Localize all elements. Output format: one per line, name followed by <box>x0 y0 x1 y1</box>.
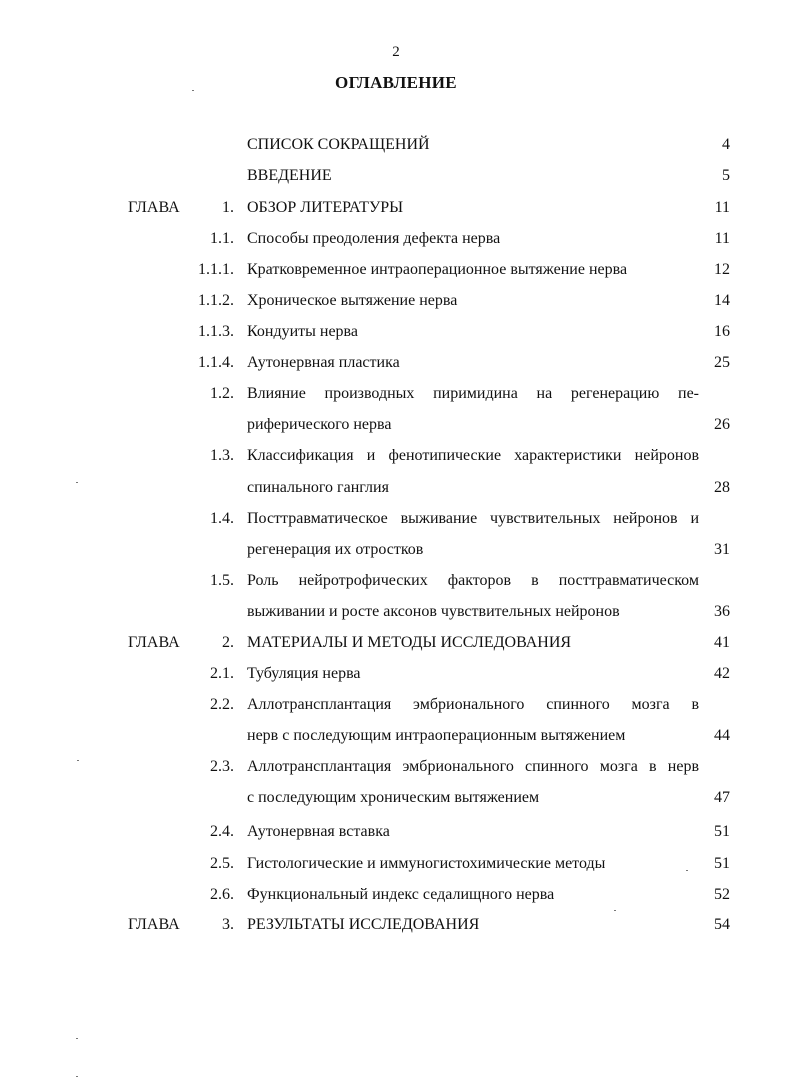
page-ref: 51 <box>714 823 730 840</box>
toc-entry <box>0 258 792 282</box>
section-number: 2.1. <box>210 665 234 682</box>
section-title: Аллотрансплантация эмбрионального спинного мозга в нерв <box>247 758 699 775</box>
scan-speck <box>77 760 79 761</box>
toc-entry <box>0 476 792 500</box>
page-ref: 41 <box>714 634 730 651</box>
section-number: 2.2. <box>210 696 234 713</box>
toc-entry <box>0 724 792 748</box>
page-ref: 52 <box>714 886 730 903</box>
scan-speck <box>76 482 78 483</box>
section-title: Способы преодоления дефекта нерва <box>247 230 501 247</box>
section-number: 1.5. <box>210 572 234 589</box>
page-ref: 28 <box>714 479 730 496</box>
toc-entry <box>0 227 792 251</box>
toc-entry <box>0 196 792 220</box>
section-title: Хроническое вытяжение нерва <box>247 292 458 309</box>
section-number: 1.2. <box>210 385 234 402</box>
toc-entry <box>0 320 792 344</box>
toc-entry <box>0 444 792 468</box>
section-number: 3. <box>222 916 234 933</box>
section-number: 1.1.4. <box>198 354 234 371</box>
page-ref: 12 <box>714 261 730 278</box>
section-number: 2. <box>222 634 234 651</box>
section-title: спинального ганглия <box>247 479 389 496</box>
page-number: 2 <box>392 44 400 60</box>
toc-title: ОГЛАВЛЕНИЕ <box>335 73 457 92</box>
section-title: регенерация их отростков <box>247 541 424 558</box>
toc-entry <box>0 693 792 717</box>
toc-entry <box>0 600 792 624</box>
page-ref: 5 <box>722 167 730 184</box>
page-ref: 26 <box>714 416 730 433</box>
page-ref: 36 <box>714 603 730 620</box>
section-number: 2.6. <box>210 886 234 903</box>
toc-entry <box>0 820 792 844</box>
chapter-label: ГЛАВА <box>128 199 180 216</box>
scan-speck <box>76 1038 78 1039</box>
section-number: 1. <box>222 199 234 216</box>
section-number: 1.1.3. <box>198 323 234 340</box>
section-title: Кондуиты нерва <box>247 323 358 340</box>
page-ref: 54 <box>714 916 730 933</box>
section-title: Гистологические и иммуногистохимические методы <box>247 855 606 872</box>
page-ref: 11 <box>714 230 730 247</box>
section-number: 1.1.1. <box>198 261 234 278</box>
page-ref: 4 <box>722 136 730 153</box>
section-title: Посттравматическое выживание чувствительных нейронов и <box>247 510 699 527</box>
page-ref: 16 <box>714 323 730 340</box>
page-ref: 44 <box>714 727 730 744</box>
chapter-label: ГЛАВА <box>128 916 180 933</box>
section-number: 2.4. <box>210 823 234 840</box>
toc-entry <box>0 755 792 779</box>
page-ref: 51 <box>714 855 730 872</box>
toc-entry <box>0 913 792 937</box>
toc-entry <box>0 569 792 593</box>
page-ref: 11 <box>714 199 730 216</box>
section-title: СПИСОК СОКРАЩЕНИЙ <box>247 136 430 153</box>
scan-speck <box>192 90 194 91</box>
section-title: выживании и росте аксонов чувствительных нейронов <box>247 603 620 620</box>
section-title: Роль нейротрофических факторов в посттравматическом <box>247 572 699 589</box>
scan-speck <box>686 870 688 871</box>
toc-entry <box>0 662 792 686</box>
section-title: ОБЗОР ЛИТЕРАТУРЫ <box>247 199 404 216</box>
toc-entry <box>0 382 792 406</box>
chapter-label: ГЛАВА <box>128 634 180 651</box>
page-ref: 25 <box>714 354 730 371</box>
toc-entry <box>0 538 792 562</box>
scan-speck <box>76 1076 78 1077</box>
scan-speck <box>614 910 616 911</box>
section-title: РЕЗУЛЬТАТЫ ИССЛЕДОВАНИЯ <box>247 916 480 933</box>
section-title: Влияние производных пиримидина на регенерацию пе- <box>247 385 699 402</box>
page-ref: 14 <box>714 292 730 309</box>
section-title: Кратковременное интраоперационное вытяжение нерва <box>247 261 628 278</box>
section-title: Классификация и фенотипические характеристики нейронов <box>247 447 699 464</box>
section-number: 1.3. <box>210 447 234 464</box>
section-title: нерв с последующим интраоперационным вытяжением <box>247 727 626 744</box>
toc-entry <box>0 164 792 188</box>
section-title: Аутонервная вставка <box>247 823 390 840</box>
page-ref: 31 <box>714 541 730 558</box>
toc-entry <box>0 883 792 907</box>
section-title: Аллотрансплантация эмбрионального спинного мозга в <box>247 696 699 713</box>
section-number: 2.3. <box>210 758 234 775</box>
toc-entry <box>0 351 792 375</box>
section-title: риферического нерва <box>247 416 392 433</box>
toc-entry <box>0 289 792 313</box>
section-title: МАТЕРИАЛЫ И МЕТОДЫ ИССЛЕДОВАНИЯ <box>247 634 572 651</box>
section-number: 1.4. <box>210 510 234 527</box>
toc-entry <box>0 631 792 655</box>
toc-entry <box>0 852 792 876</box>
toc-entry <box>0 786 792 810</box>
page-ref: 47 <box>714 789 730 806</box>
section-title: Аутонервная пластика <box>247 354 400 371</box>
section-title: с последующим хроническим вытяжением <box>247 789 540 806</box>
toc-entry <box>0 413 792 437</box>
section-number: 1.1.2. <box>198 292 234 309</box>
toc-entry <box>0 133 792 157</box>
toc-entry <box>0 507 792 531</box>
section-number: 2.5. <box>210 855 234 872</box>
section-title: Функциональный индекс седалищного нерва <box>247 886 555 903</box>
section-title: Тубуляция нерва <box>247 665 361 682</box>
page-ref: 42 <box>714 665 730 682</box>
section-number: 1.1. <box>210 230 234 247</box>
section-title: ВВЕДЕНИЕ <box>247 167 332 184</box>
